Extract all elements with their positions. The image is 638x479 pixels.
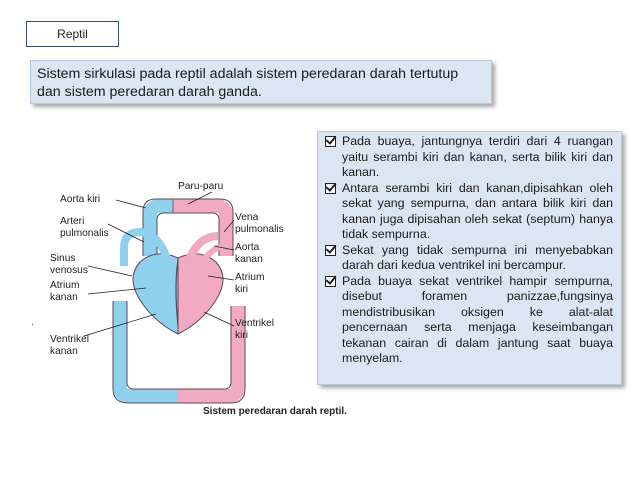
checkbox-bullet-icon [325,245,336,256]
slide-title: Reptil [26,21,119,47]
label-sinus-1: Sinus [50,253,76,264]
label-arteri-2: pulmonalis [60,228,109,239]
label-atrium-kiri-1: Atrium [235,272,265,283]
label-vena-2: pulmonalis [235,224,284,235]
label-ventrikel-kanan-2: kanan [50,346,78,357]
label-vena-1: Vena [235,212,259,223]
label-atrium-kiri-2: kiri [235,284,249,295]
circulation-diagram-svg [28,176,318,406]
bullet-text: Pada buaya, jantungnya terdiri dari 4 ruangan yaitu serambi kiri dan kanan, serta bilik kiri dan kanan. [342,134,613,179]
checkbox-bullet-icon [325,136,336,147]
bullet-panel [317,131,622,385]
intro-text: Sistem sirkulasi pada reptil adalah sistem peredaran darah tertutup dan sistem peredaran darah ganda. [30,60,492,104]
heart-right-blue [133,254,178,334]
stray-dot: . [31,317,34,328]
label-ventrikel-kiri-2: kiri [235,330,249,341]
bullet-item [322,134,613,181]
bullet-list [322,134,613,367]
label-sinus-2: venosus [50,265,88,276]
label-atrium-kanan-2: kanan [50,292,78,303]
label-paru-paru: Paru-paru [178,181,224,192]
label-aorta-kanan-2: kanan [235,254,263,265]
heart-left-pink [178,254,223,334]
label-aorta-kanan-1: Aorta [235,242,260,253]
label-arteri-1: Arteri [60,216,85,227]
bullet-item [322,181,613,243]
checkbox-bullet-icon [325,183,336,194]
bullet-text: Pada buaya sekat ventrikel hampir sempurna, disebut foramen panizzae,fungsinya mendistribusikan oksigen ke alat-alat pencernaan serta menjaga keseimbangan tekanan cairan di dalam jantung saat buaya menyelam. [342,273,613,365]
bullet-item [322,274,613,367]
bullet-text: Sekat yang tidak sempurna ini menyebabkan darah dari kedua ventrikel ini bercampur. [342,242,613,272]
label-ventrikel-kanan-1: Ventrikel [50,334,90,345]
checkbox-bullet-icon [325,276,336,287]
circulation-diagram [28,176,318,406]
label-atrium-kanan-1: Atrium [50,280,80,291]
diagram-caption: Sistem peredaran darah reptil. [203,406,347,417]
bullet-text: Antara serambi kiri dan kanan,dipisahkan oleh sekat yang sempurna, dan antara bilik kiri dan kanan juga dipisahan oleh sekat (septum) hanya tidak sempurna. [342,180,613,241]
label-ventrikel-kiri-1: Ventrikel [235,318,275,329]
bullet-item [322,243,613,274]
label-aorta-kiri: Aorta kiri [60,194,101,205]
